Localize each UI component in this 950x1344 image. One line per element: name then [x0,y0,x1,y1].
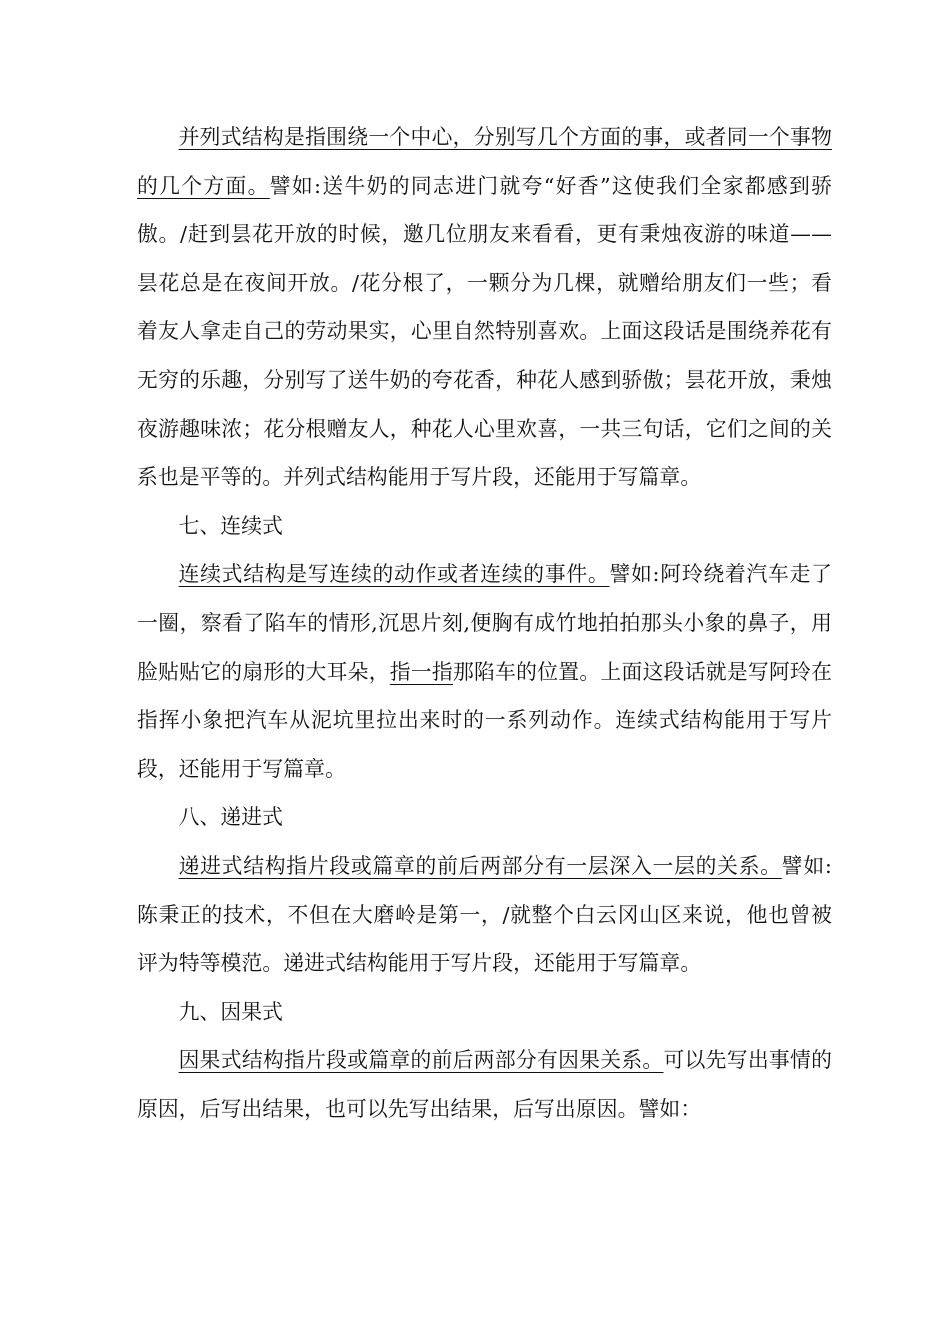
document-page [137,113,832,1133]
paragraph-causal-structure [137,1036,832,1133]
paragraph-text: 那陷车的位置。上面这段话就是写阿玲在指挥小象把汽车从泥坑里拉出来时的一系列动作。连续式结构能用于写片段，还能用于写篇章。 [137,659,832,781]
paragraph-text: 譬如:阿玲绕着汽车走了一圈，察看了陷车的情形,沉思片刻,便胸有成竹地拍拍那头小象的鼻子，用脸贴贴它的扇形的大耳朵， [137,562,833,684]
underlined-definition: 连续式结构是写连续的动作或者连续的事件。 [178,562,610,587]
section-heading-continuous: 七、连续式 [178,513,284,538]
underlined-definition: 并列式结构是指围绕一个中心，分别写几个方面的事，或者同一个事物的几个方面。 [137,125,832,198]
paragraph-text: 譬如:陈秉正的技术，不但在大磨岭是第一，/就整个白云冈山区来说，他也曾被评为特等模范。递进式结构能用于写片段，还能用于写篇章。 [137,853,832,976]
underlined-definition: 递进式结构指片段或篇章的前后两部分有一层深入一层的关系。 [178,853,782,878]
underlined-phrase: 指一指 [389,659,453,684]
paragraph-text: 譬如:送牛奶的同志进门就夸“好香”这使我们全家都感到骄傲。/赶到昙花开放的时候，邀几位朋友来看看，更有秉烛夜游的味道——昙花总是在夜间开放。/花分根了，一颗分为几棵，就赠给朋友们一些；看着友人拿走自己的劳动果实，心里自然特别喜欢。上面这段话是围绕养花有无穷的乐趣，分别写了送牛奶的夸花香，种花人感到骄傲；昙花开放，秉烛夜游趣味浓；花分根赠友人，种花人心里欢喜，一共三句话，它们之间的关系也是平等的。并列式结构能用于写片段，还能用于写篇章。 [137,173,832,490]
paragraph-continuous-structure [137,550,832,793]
paragraph-progressive-structure [137,842,832,988]
section-heading-causal: 九、因果式 [178,999,284,1024]
underlined-definition: 因果式结构指片段或篇章的前后两部分有因果关系。 [178,1048,664,1073]
paragraph-text: 可以先写出事情的原因，后写出结果，也可以先写出结果，后写出原因。譬如： [137,1048,832,1121]
paragraph-parallel-structure [137,113,832,502]
section-heading-progressive: 八、递进式 [178,805,284,830]
